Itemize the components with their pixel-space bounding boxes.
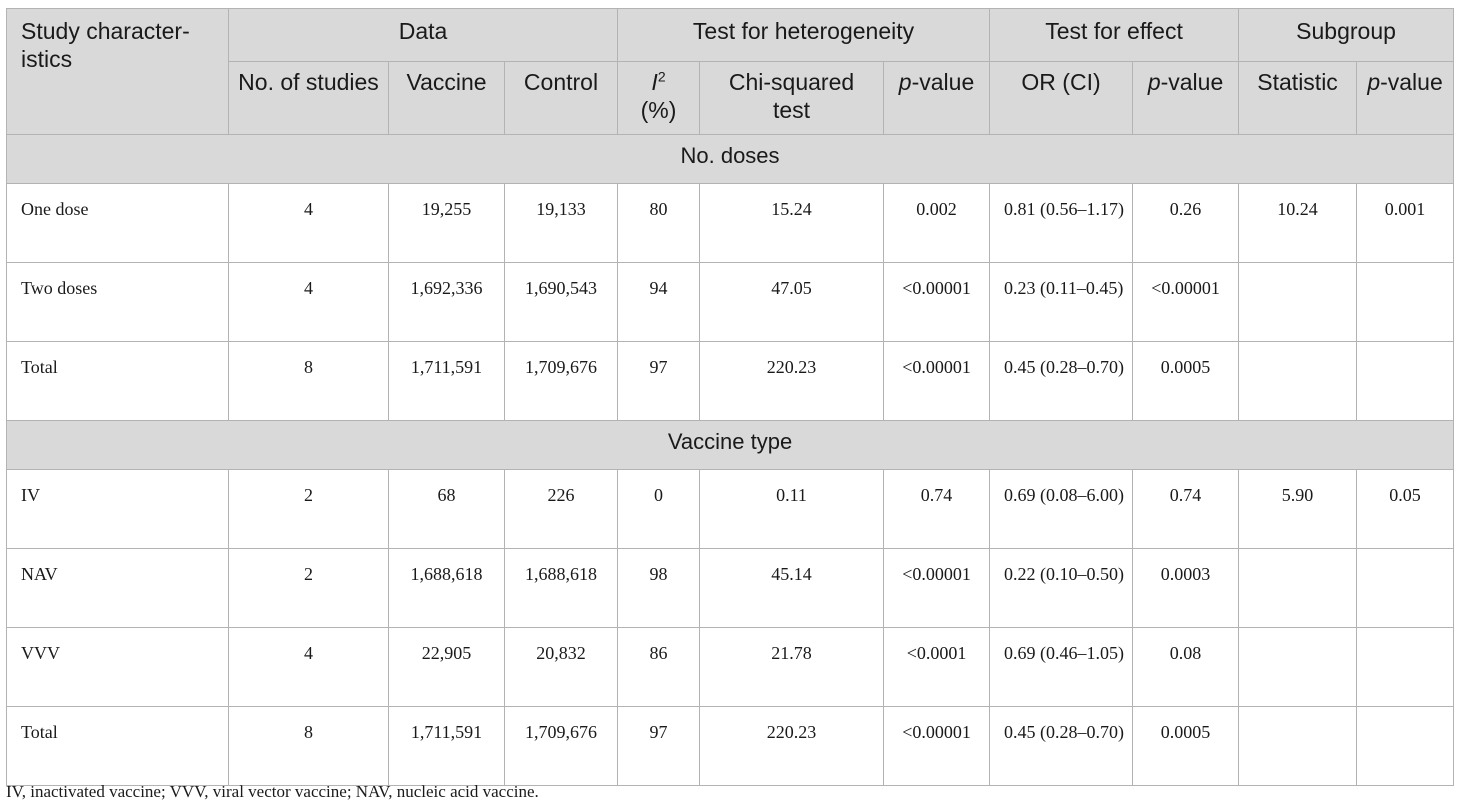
p-rest: -value	[1160, 69, 1224, 95]
i-squared-cell: 86	[618, 628, 700, 707]
p-value-subgroup-cell	[1357, 549, 1454, 628]
vaccine-cell: 1,711,591	[389, 342, 505, 421]
subgroup-statistic-cell: 10.24	[1239, 184, 1357, 263]
table-footnote: IV, inactivated vaccine; VVV, viral vector vaccine; NAV, nucleic acid vaccine.	[6, 782, 539, 801]
header-num-studies: No. of studies	[229, 62, 389, 135]
control-cell: 1,688,618	[505, 549, 618, 628]
chi-squared-cell: 45.14	[700, 549, 884, 628]
row-label-cell: Total	[7, 342, 229, 421]
table-row	[7, 707, 1454, 786]
chi-squared-cell: 0.11	[700, 470, 884, 549]
subgroup-statistic-cell: 5.90	[1239, 470, 1357, 549]
p-value-subgroup-cell	[1357, 263, 1454, 342]
control-cell: 20,832	[505, 628, 618, 707]
i-squared-cell: 94	[618, 263, 700, 342]
vaccine-cell: 1,688,618	[389, 549, 505, 628]
p-value-heterogeneity-cell: <0.00001	[884, 342, 990, 421]
num-studies-cell: 8	[229, 342, 389, 421]
i-letter: I	[651, 69, 658, 95]
control-cell: 19,133	[505, 184, 618, 263]
header-p-value-subgroup	[1357, 62, 1454, 135]
group-header-row	[7, 421, 1454, 470]
subgroup-statistic-cell	[1239, 342, 1357, 421]
chi-squared-cell: 15.24	[700, 184, 884, 263]
p-value-subgroup-cell	[1357, 628, 1454, 707]
p-value-effect-cell: 0.26	[1133, 184, 1239, 263]
p-value-subgroup-cell	[1357, 707, 1454, 786]
header-data: Data	[229, 9, 618, 62]
table-row	[7, 628, 1454, 707]
group-title: No. doses	[7, 135, 1454, 184]
header-effect: Test for effect	[990, 9, 1239, 62]
table-header	[7, 9, 1454, 135]
header-subgroup: Subgroup	[1239, 9, 1454, 62]
num-studies-cell: 2	[229, 549, 389, 628]
p-value-heterogeneity-cell: 0.002	[884, 184, 990, 263]
odds-ratio-cell: 0.81 (0.56–1.17)	[990, 184, 1133, 263]
vaccine-cell: 68	[389, 470, 505, 549]
p-value-heterogeneity-cell: <0.00001	[884, 263, 990, 342]
control-cell: 1,709,676	[505, 342, 618, 421]
row-label-cell: One dose	[7, 184, 229, 263]
header-heterogeneity: Test for heterogeneity	[618, 9, 990, 62]
row-label-cell: Total	[7, 707, 229, 786]
header-or-ci: OR (CI)	[990, 62, 1133, 135]
row-label-cell: NAV	[7, 549, 229, 628]
p-value-effect-cell: 0.74	[1133, 470, 1239, 549]
i-squared-cell: 98	[618, 549, 700, 628]
num-studies-cell: 2	[229, 470, 389, 549]
p-italic: p	[898, 69, 912, 95]
p-value-heterogeneity-cell: <0.00001	[884, 707, 990, 786]
i-unit: (%)	[640, 97, 677, 123]
i-squared-cell: 97	[618, 707, 700, 786]
header-study-characteristics: Study character-istics	[7, 9, 229, 135]
group-title: Vaccine type	[7, 421, 1454, 470]
num-studies-cell: 4	[229, 263, 389, 342]
group-header-row	[7, 135, 1454, 184]
subgroup-statistic-cell	[1239, 263, 1357, 342]
odds-ratio-cell: 0.69 (0.08–6.00)	[990, 470, 1133, 549]
p-italic: p	[1147, 69, 1161, 95]
chi-squared-cell: 47.05	[700, 263, 884, 342]
row-label-cell: Two doses	[7, 263, 229, 342]
table-row	[7, 263, 1454, 342]
i-squared-cell: 0	[618, 470, 700, 549]
header-p-value-effect	[1133, 62, 1239, 135]
p-value-heterogeneity-cell: <0.00001	[884, 549, 990, 628]
control-cell: 1,709,676	[505, 707, 618, 786]
row-label-cell: VVV	[7, 628, 229, 707]
vaccine-cell: 1,711,591	[389, 707, 505, 786]
p-rest: -value	[1380, 69, 1443, 95]
subgroup-statistic-cell	[1239, 707, 1357, 786]
header-chi-squared: Chi-squared test	[700, 62, 884, 135]
header-statistic: Statistic	[1239, 62, 1357, 135]
chi-squared-cell: 220.23	[700, 342, 884, 421]
header-i-squared	[618, 62, 700, 135]
odds-ratio-cell: 0.23 (0.11–0.45)	[990, 263, 1133, 342]
chi-squared-cell: 21.78	[700, 628, 884, 707]
odds-ratio-cell: 0.69 (0.46–1.05)	[990, 628, 1133, 707]
control-cell: 226	[505, 470, 618, 549]
p-value-effect-cell: 0.0005	[1133, 342, 1239, 421]
odds-ratio-cell: 0.45 (0.28–0.70)	[990, 342, 1133, 421]
p-value-effect-cell: <0.00001	[1133, 263, 1239, 342]
table-row	[7, 470, 1454, 549]
p-value-subgroup-cell	[1357, 342, 1454, 421]
header-vaccine: Vaccine	[389, 62, 505, 135]
p-value-heterogeneity-cell: <0.0001	[884, 628, 990, 707]
table-body	[7, 135, 1454, 786]
i-superscript: 2	[657, 68, 666, 85]
i-squared-cell: 80	[618, 184, 700, 263]
subgroup-statistic-cell	[1239, 628, 1357, 707]
odds-ratio-cell: 0.22 (0.10–0.50)	[990, 549, 1133, 628]
num-studies-cell: 4	[229, 628, 389, 707]
subgroup-statistic-cell	[1239, 549, 1357, 628]
p-rest: -value	[911, 69, 975, 95]
table-row	[7, 342, 1454, 421]
p-value-subgroup-cell: 0.001	[1357, 184, 1454, 263]
header-p-value-heterogeneity	[884, 62, 990, 135]
p-italic: p	[1367, 69, 1381, 95]
p-value-heterogeneity-cell: 0.74	[884, 470, 990, 549]
num-studies-cell: 8	[229, 707, 389, 786]
header-control: Control	[505, 62, 618, 135]
vaccine-cell: 1,692,336	[389, 263, 505, 342]
subgroup-analysis-table	[6, 8, 1454, 786]
p-value-effect-cell: 0.0005	[1133, 707, 1239, 786]
num-studies-cell: 4	[229, 184, 389, 263]
table-row	[7, 549, 1454, 628]
vaccine-cell: 19,255	[389, 184, 505, 263]
table-row	[7, 184, 1454, 263]
odds-ratio-cell: 0.45 (0.28–0.70)	[990, 707, 1133, 786]
control-cell: 1,690,543	[505, 263, 618, 342]
p-value-effect-cell: 0.08	[1133, 628, 1239, 707]
p-value-subgroup-cell: 0.05	[1357, 470, 1454, 549]
i-squared-cell: 97	[618, 342, 700, 421]
p-value-effect-cell: 0.0003	[1133, 549, 1239, 628]
results-table-container	[6, 8, 1453, 786]
chi-squared-cell: 220.23	[700, 707, 884, 786]
vaccine-cell: 22,905	[389, 628, 505, 707]
row-label-cell: IV	[7, 470, 229, 549]
